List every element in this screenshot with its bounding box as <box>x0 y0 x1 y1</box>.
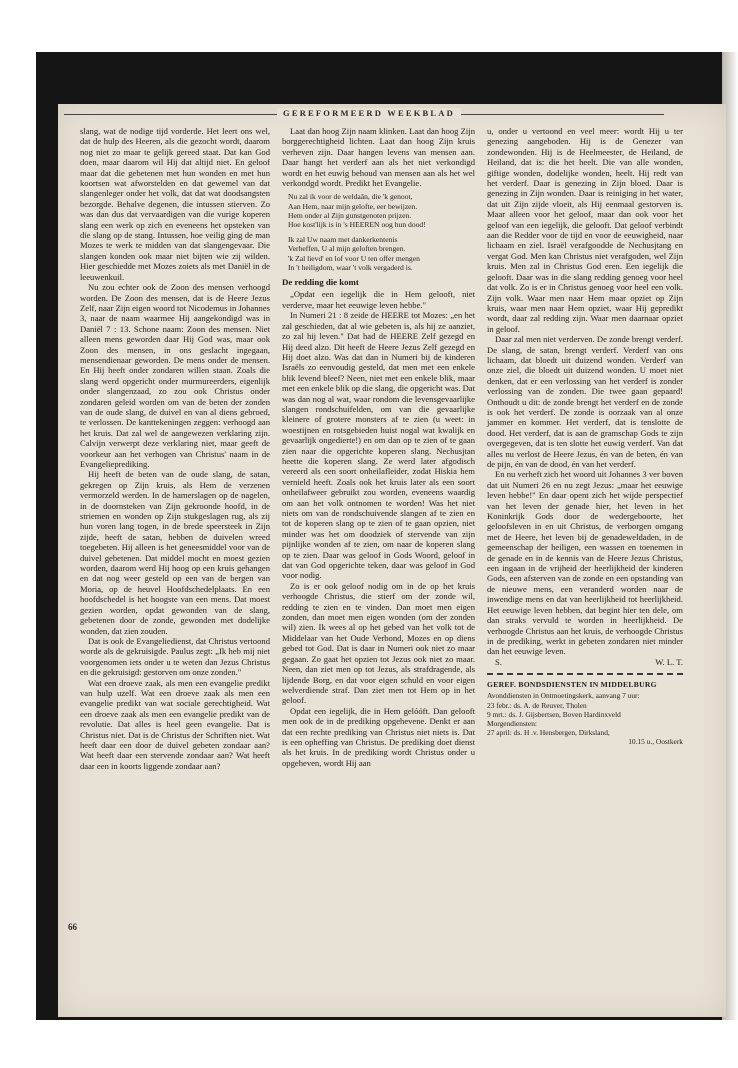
masthead-title: GEREFORMEERD WEEKBLAD <box>277 108 461 118</box>
signature <box>487 657 683 667</box>
notice-line: 9 mrt.: ds. J. Gijsbertsen, Boven Hardinxveld <box>487 709 621 719</box>
column-left <box>80 126 270 771</box>
column-middle <box>282 126 475 768</box>
verse-line: Ik zal Uw naam met dankerkentenis <box>288 235 398 245</box>
signature-left: S. <box>495 656 502 667</box>
signature-right: W. L. T. <box>655 656 683 667</box>
psalm-verse <box>288 192 475 272</box>
paragraph: Daar zal men niet verderven. De zonde brengt verderf. De slang, de satan, brengt verderf. Verderf van ons lichaam, dat bloedt uit duizend wonden. Verderf van onze ziel, die bloedt uit duizend wonden. U moet niet denken, dat er een verlossing van het verderf is zonder verlossing van de zonden. Die twee gaan gepaard! Onthoudt u dit: de zonde brengt het verderf en de zonde is ook het verderf. De zonde is oorzaak van al onze jammer en kommer. Het verderf, dat is tenslotte de dood. Het verderf, dat is aan de gramschap Gods te zijn overgegeven, dat is ten slotte het euwig verderf. Van dat alles nu verlost de Heere Jezus, én van de beten, én van de pijn, én van de dood, én van het verderf. <box>487 334 683 469</box>
paragraph: „Opdat een iegelijk die in Hem gelooft, niet verderve, maar het eeuwige leven hebbe." <box>282 289 475 310</box>
notice-line: 23 febr.: ds. A. de Reuver, Tholen <box>487 700 587 710</box>
verse-line: Hem onder al Zijn gunstgenoten prijzen. <box>288 210 412 220</box>
paragraph: Nu zou echter ook de Zoon des mensen verhoogd worden. De Zoon des mensen, dat is de Heere Jezus Zelf, naar Zijn eigen woord tot Nicodemus in Johannes 3, naar de naam waarmee Hij aangekondigd was in Daniël 7 : 13. Schone naam: Zoon des mensen. Niet alleen mens geworden daar Hij God was, maar ook Zoon des mensen, in ons geslacht ingegaan, mensendienaar geworden. De mens onder de mensen. En Hij heeft onder zondaren willen staan. Zoals die slang werd opgericht onder murmureerders, eigenlijk onder slangenzaad, zo zou ook Christus onder zondaren geleid worden om van de beten der zonden van de oude slang, de duivel en van al diens gebroed, te verlossen. De kanttekeningen zeggen: verhoogd aan het kruis. Dat zal wel de aangewezen verklaring zijn. Calvijn verwerpt deze verklaring niet, maar geeft de voorkeur aan het verhogen van Christus' naam in de Evangelieprediking. <box>80 282 270 469</box>
paragraph: Zo is er ook geloof nodig om in de op het kruis verhoogde Christus, die stierf om der zonde wil, redding te zien en te vinden. Dan moet men eigen zonden, dan moet men eigen wonden (om der zonden wil) zien. Ik wees al op het gebed van het volk tot de Middelaar van het Oude Verbond, Mozes en op diens gebed tot God. Dat is daar in Numeri ook niet zo maar gegaan. Zo gaat het opzien tot Jezus ook niet zo maar. Neen, dan ziet men op tot Jezus, als strafdragende, als lijdende Borg, en dat voor eigen schuld en voor eigen welverdiende straf. Dan ziet men tot Hem op in het geloof. <box>282 580 475 706</box>
paragraph: Opdat een iegelijk, die in Hem gelóóft. Dan gelooft men ook de in de prediking opgehevene. Denkt er aan dat een rechte prediking van Christus niet niets is. Dat is een opheffing van Christus. De prediking doet dienst als het kruis. In de prediking wordt Christus onder u opgeheven, wordt Hij aan <box>282 705 475 768</box>
column-right <box>487 126 683 747</box>
notice-title: GEREF. BONDSDIENSTEN IN MIDDELBURG <box>487 680 657 690</box>
verse-line: Hoe kost'lijk is in 's HEEREN oog hun dood! <box>288 220 426 230</box>
paragraph: u, onder u vertoond en veel meer: wordt Hij u ter genezing aangeboden. Hij is de Genezer van zondewonden. Hij is de Heelmeester, de Heiland, de Heiland, dat is: die het heelt. Die van alle wonden, giftige wonden, dodelijke wonden, heelt. Hij redt van het verderf. Daar is genezing in Zijn bloed. Daar is genezing in Zijn wonden. Daar is reiniging in het water, dat uit Zijn zijde vloeit, als Hij eenmaal gestorven is. Maar alleen voor het geloof, maar dan ook voor het geloof van een iegelijk, die gelooft. Dat geloof verbindt aan die Redder voor de tijd en voor de eeuwigheid, naar lichaam en ziel. Israël verafgoodde de Nechusjtang en vergat God. Men kan Christus niet verafgoden, wel Zijn kruis. Men zal in Christus God eren. Een iegelijk die gelooft. Daar was in die slang redding genoeg voor heel dat volk. Zo is er in Christus genoeg voor heel een volk. Zijn volk. Waar men naar Hem maar opziet op Zijn kruis, waar men naar Hem opziet, waar Hij gepredikt wordt, daar zal redding zijn. Waar men daarnaar opziet in geloof. <box>487 126 683 334</box>
paragraph: Hij heeft de beten van de oude slang, de satan, gekregen op Zijn kruis, als Hem de verzenen vermorzeld werden. In de hamerslagen op de nagelen, in de doornsteken van Zijn gekroonde hoofd, in de striemen en wonden op Zijn stukgeslagen rug, als zij hun voren lang togen, in de brede speersteek in Zijn zijde, heeft de satan, hebben de duivelen wreed toegebeten. Hij alleen is het geneesmiddel voor van de duivel gebetenen. Dat middel mocht en moest gezien worden, daarom werd Hij hoog op een kruis gehangen en dat nog weer gesteld op een van de bergen van Moria, op de heuvel Hoofdschedelplaats. En een hoofdschedel is het hoogste van een mens. Dat moest gezien worden, opdat gewonden van de slang, gebetenen door de zonde, gewonden met dodelijke wonden, dat zien zouden. <box>80 469 270 636</box>
paragraph: Laat dan hoog Zijn naam klinken. Laat dan hoog Zijn borggerechtigheid lichten. Laat dan hoog Zijn kruis verheven zijn. Daar hangen levens van mensen aan. Daar hangt het verderf aan als het niet verkondigd wordt en het euwig behoud van mensen aan als het wel verkondgd wordt. Predikt het Evangelie. <box>282 126 475 189</box>
paragraph: In Numeri 21 : 8 zeide de HEERE tot Mozes: „en het zal geschieden, dat al wie gebeten is, als hij ze aanziet, zo zal hij leven." Dat had de HEERE Zelf gezegd en Hij deed alzo. Dit heeft de Heere Jezus Zelf gezegd en Hij doet alzo. Was dat dan in Numeri bij de kinderen Israëls zo eenvoudig gesteld, dat men met een enkele blik levend bleef? Neen, niet met een enkele blik, maar met een enkele blik op die slang, die opgericht was. Dat was dan nog al wat, waar rondom die levensgevaarlijke slangen rondschuifelden, om van die gevaarlijke kleinere of grotere monsters af te zien (u weet: in woestijnen en rotsgebieden huist nogal wat kwalijk en gevaarlijk ongedierte!) en om dan op te zien of te gaan zien naar die opgerichte koperen slang. Nechusjtan heette die koperen slang. Ze werd later afgodisch vereerd als een soort onheilafleider, zodat Hiskia hem vernield heeft. Zoals ook het kruis later als een soort onheilafweer gebruikt zou worden, eveneens waardig om aan het volk ontnomen te worden! Was het niet niets om van de rondschuivende slangen af te zien en tot de koperen slang op te zien of te gaan opzien, niet minder was het om doodziek of stervende van zijn pijnlijke wonden af te zien, om naar de koperen slang op te zien. Daar was geloof in Gods Woord, geloof in dat van God opgerichte teken, daar was geloof in God voor nodig. <box>282 310 475 581</box>
notice-line: 10.15 u., Oostkerk <box>628 737 683 747</box>
dashed-divider <box>487 673 683 675</box>
verse-line: 'k Zal lievd' en lof voor U ten offer mengen <box>288 253 420 263</box>
verse-line: Aan Hem, naar mijn gelofte, eer bewijzen. <box>288 201 418 211</box>
page-number: 66 <box>68 922 77 932</box>
notice-line: Morgendiensten: <box>487 718 537 728</box>
paragraph: Wat een droeve zaak, als men een evangelie predikt van hulp uzelf. Wat een droeve zaak als men een evangelie predikt van wat sociale gerechtigheid. Wat een droeve zaak als men een evangelie predikt van de revolutie. Dat alles is heel geen evangelie. Dat is Christus niet. Dat is de Christus der Schriften niet. Wat heeft daar een door de duivel gebeten zondaar aan? Wat heeft daar een stervende zondaar aan? Wat heeft daar een in koorts liggende zondaar aan? <box>80 677 270 771</box>
section-heading: De redding die komt <box>282 277 359 288</box>
masthead <box>0 108 738 118</box>
paragraph: Dat is ook de Evangeliedienst, dat Christus vertoond worde als de gekruisigde. Paulus zegt: „Ik heb mij niet voorgenomen iets onder u te weten dan Jezus Christus en die gekruisigd: gestorven om onze zonden." <box>80 635 270 678</box>
service-notice <box>487 680 683 746</box>
paragraph: En nu verheft zich het woord uit Johannes 3 ver boven dat uit Numeri 26 en nu zegt Jezus: „maar het eeuwige leven hebbe!" En daar opent zich het wijde perspectief van het leven der genade hier, het leven in het Koninkrijk Gods door de wedergeboorte, het geloofsleven in en uit Christus, de verborgen omgang met de Heere, het leven bij de genadeweldaden, in de gemeenschap der heiligen, een wassen en toenemen in de genade en in de kennis van de Heere Jezus Christus, een ingaan in de vrijheid der heerlijkheid der kinderen Gods, een afsterven van de zonde en een opstanding van de nieuwe mens, een veranderd worden naar de inwendige mens en dat van heerlijkheid tot heerlijkheid. Het eeuwige leven hebben, dat begint hier ten dele, om dan straks vervuld te worden in heerlijkheid. De verhoogde Christus aan het kruis, de verhoogde Christus in de prediking, werkt in gebeten zondaren niet minder dan het eeuwige leven. <box>487 469 683 657</box>
notice-line: 27 april: ds. H .v. Hensbergen, Dirksland, <box>487 728 610 738</box>
paragraph: slang, wat de nodige tijd vorderde. Het leert ons wel, dat de hulp des Heeren, als die gezocht wordt, daarom nog niet zo maar te gelijk gereed staat. Dat kan God doen, maar daarom wil Hij dat altijd niet. En geloof maar dat die gebetenen met hun wonden en met hun koortsen wat afworstelden en dat gewemel van dat slangenleger onder het volk, dat dat wat doodsangsten bezorgde. Behalve degenen, die intussen stierven. Zo was dan dus dat vervaardigen van die vurige koperen slang een werk op zich en eveneens het opsteken van die slang op de stang. Intussen, hoe veilig ging de man Mozes te werk te midden van dat slangengevaar. Die slangen konden ook maar niet bijten wie zij wilden. Hier geschiedde met Mozes zoiets als met Daniël in de leeuwenkuil. <box>80 126 270 282</box>
verse-line: Nu zal ik voor de weldaân, die 'k genoot, <box>288 192 413 202</box>
verse-line: In 't heiligdom, waar 't volk vergaderd is. <box>288 262 413 272</box>
notice-line: Avonddiensten in Ontmoetingskerk, aanvang 7 uur: <box>487 691 640 701</box>
verse-line: Verheffen, U al mijn geloften brengen. <box>288 244 406 254</box>
